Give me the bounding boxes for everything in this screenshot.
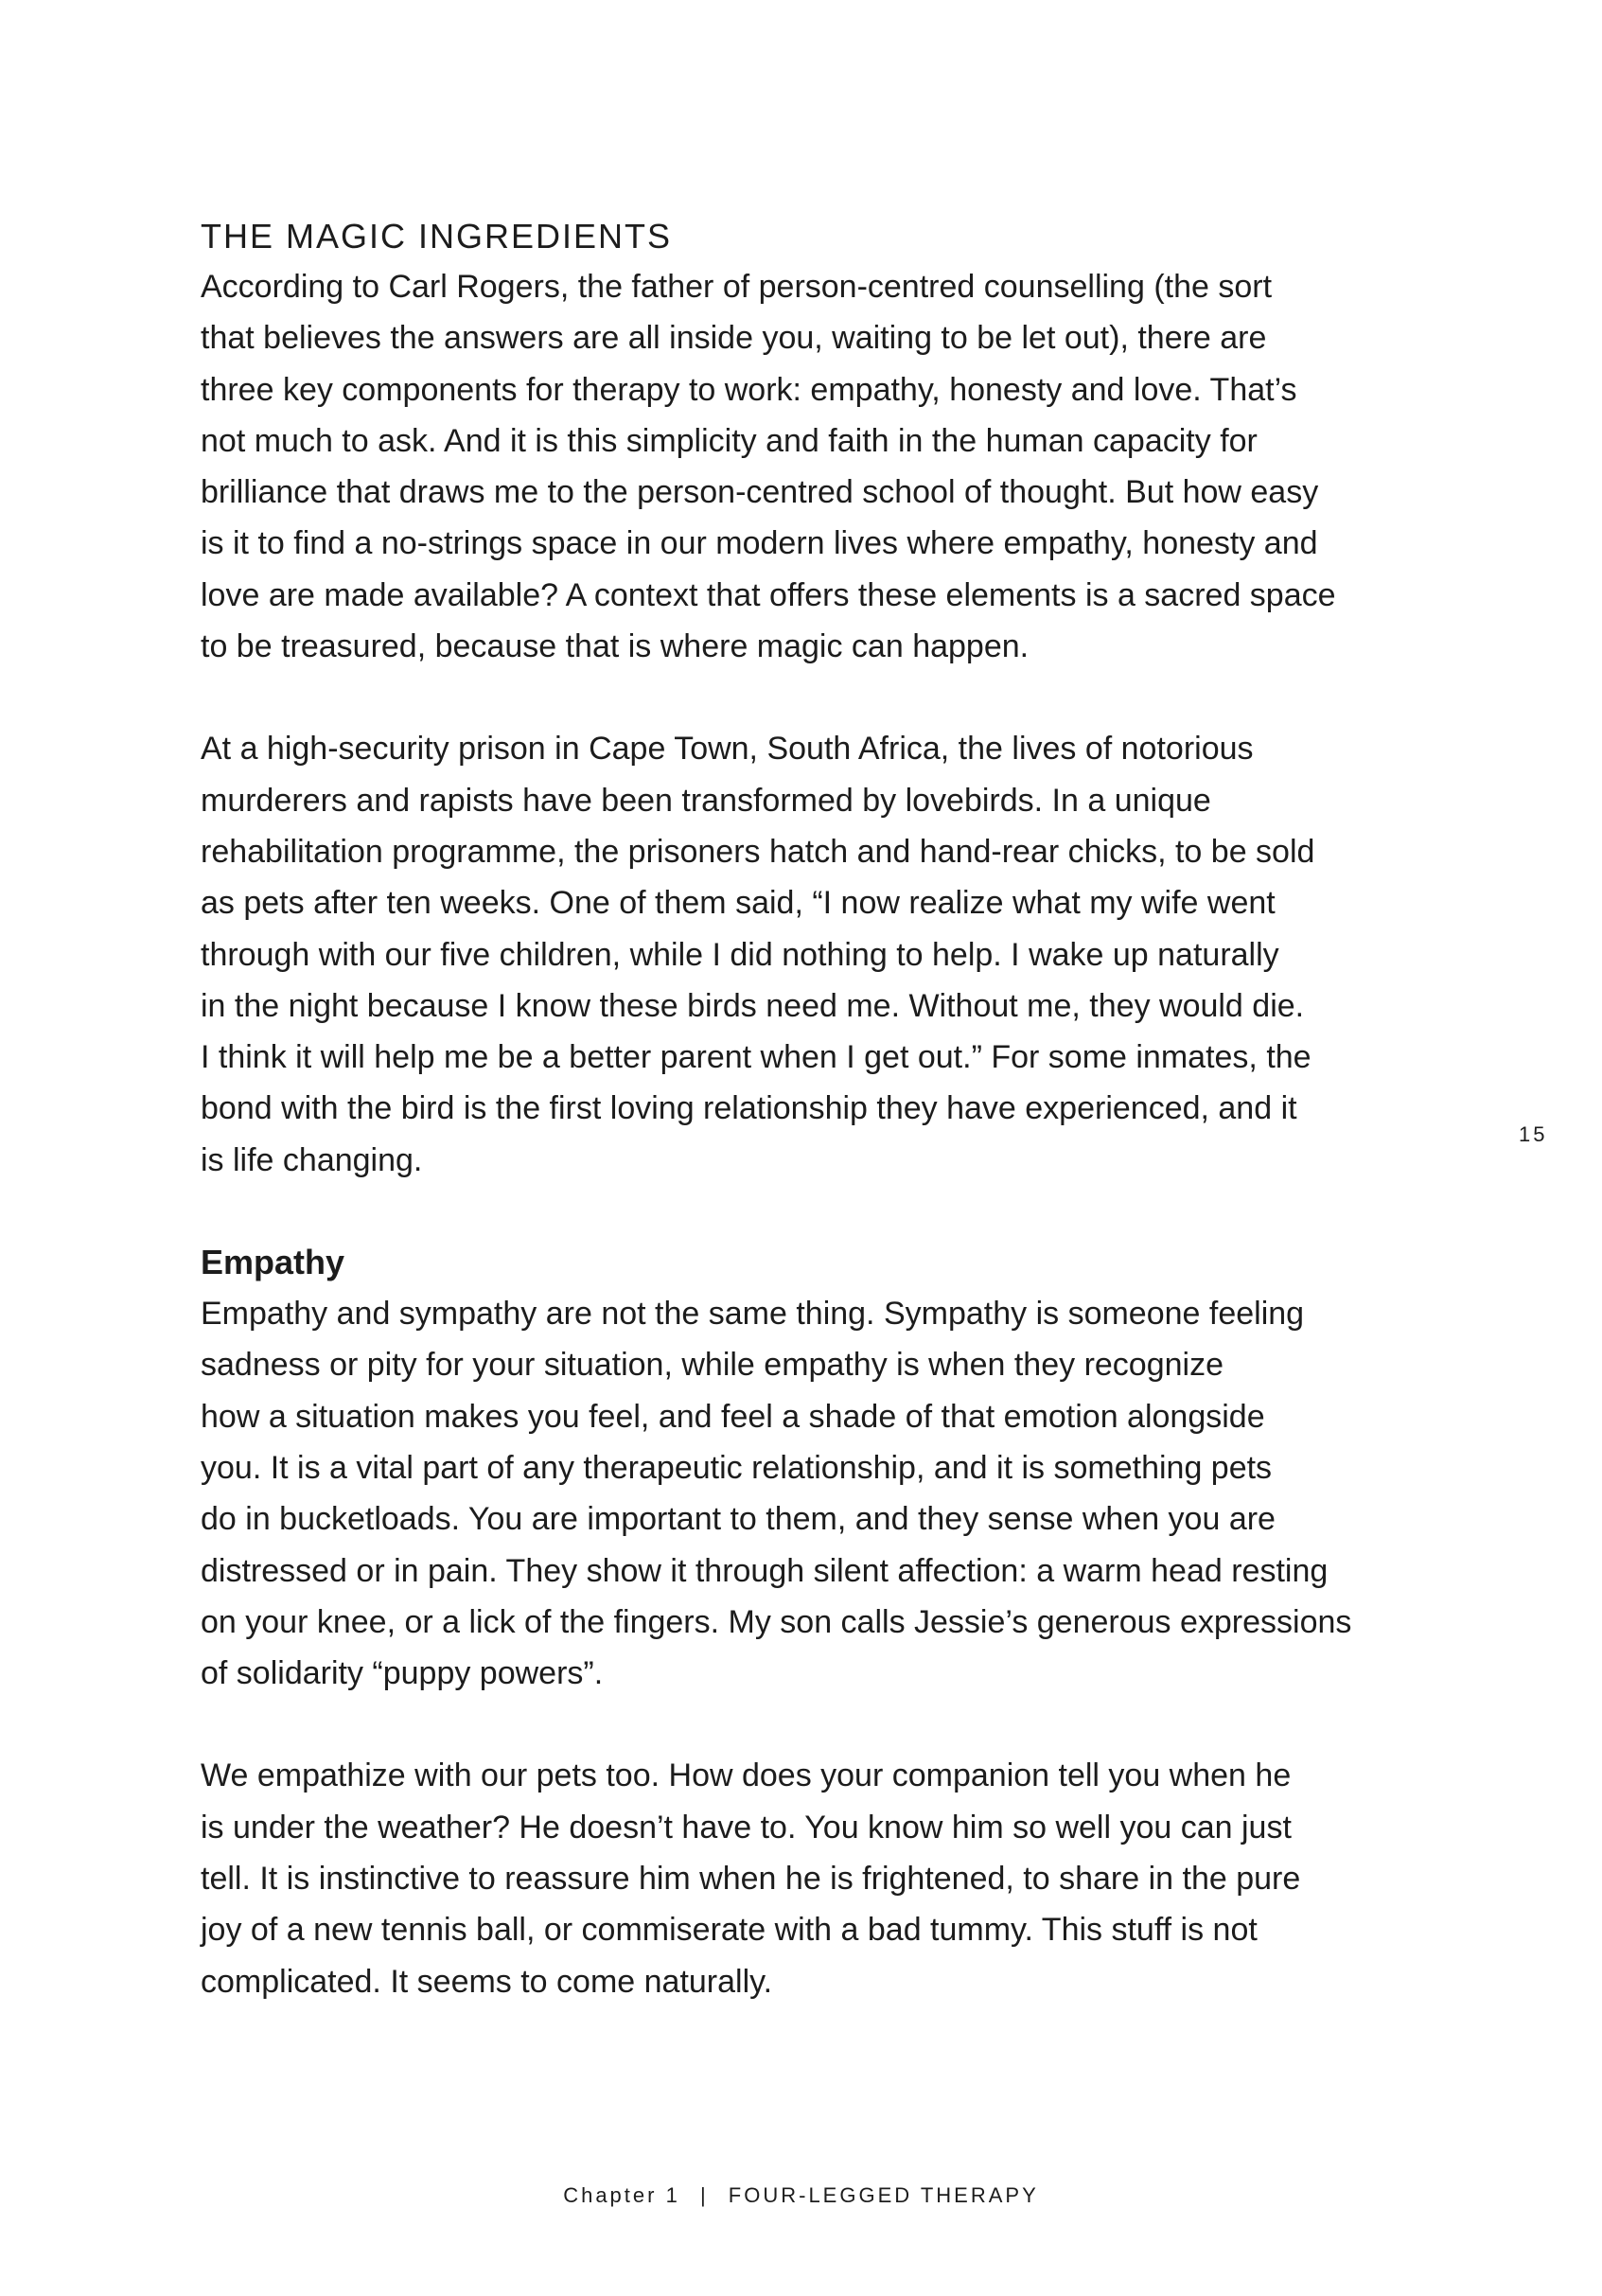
paragraph-carl-rogers: According to Carl Rogers, the father of person-centred counselling (the sort that believes the answers are all inside you, waiting to be let out), there are three key components for therapy to work: empathy, honesty and love. That’s not much to ask. And it is this simplicity and faith in the human capacity for brilliance that draws me to the person-centred school of thought. But how easy is it to find a no-strings space in our modern lives where empathy, honesty and love are made available? A context that offers these elements is a sacred space to be treasured, because that is where magic can happen. <box>201 269 1336 665</box>
paragraph-gap <box>201 672 1412 723</box>
page-number: 15 <box>1519 1122 1548 1146</box>
footer-title: FOUR-LEGGED THERAPY <box>728 2183 1039 2207</box>
section-heading: THE MAGIC INGREDIENTS <box>201 217 673 256</box>
running-footer <box>0 2183 1602 2208</box>
footer-chapter: Chapter 1 <box>563 2183 680 2207</box>
paragraph-gap <box>201 1699 1412 1750</box>
paragraph-empathize-pets: We empathize with our pets too. How does your companion tell you when he is under the weather? He doesn’t have to. You know him so well you can just tell. It is instinctive to reassure him when he is frightened, to share in the pure joy of a new tennis ball, or commiserate with a bad tummy. This stuff is not complicated. It seems to come naturally. <box>201 1757 1301 2000</box>
paragraph-gap <box>201 1186 1412 1237</box>
main-text-block <box>201 216 1412 2007</box>
sub-heading-empathy: Empathy <box>201 1243 345 1282</box>
paragraph-empathy-sympathy: Empathy and sympathy are not the same thing. Sympathy is someone feeling sadness or pity for your situation, while empathy is when they recognize how a situation makes you feel, and feel a shade of that emotion alongside you. It is a vital part of any therapeutic relationship, and it is something pets do in bucketloads. You are important to them, and they sense when you are distressed or in pain. They show it through silent affection: a warm head resting on your knee, or a lick of the fingers. My son calls Jessie’s generous expressions of solidarity “puppy powers”. <box>201 1296 1352 1692</box>
footer-separator: | <box>699 2183 709 2207</box>
paragraph-prison-lovebirds: At a high-security prison in Cape Town, South Africa, the lives of notorious murderers and rapists have been transformed by lovebirds. In a unique rehabilitation programme, the prisoners hatch and hand-rear chicks, to be sold as pets after ten weeks. One of them said, “I now realize what my wife went through with our five children, while I did nothing to help. I wake up naturally in the night because I know these birds need me. Without me, they would die. I think it will help me be a better parent when I get out.” For some inmates, the bond with the bird is the first loving relationship they have experienced, and it is life changing. <box>201 731 1315 1178</box>
